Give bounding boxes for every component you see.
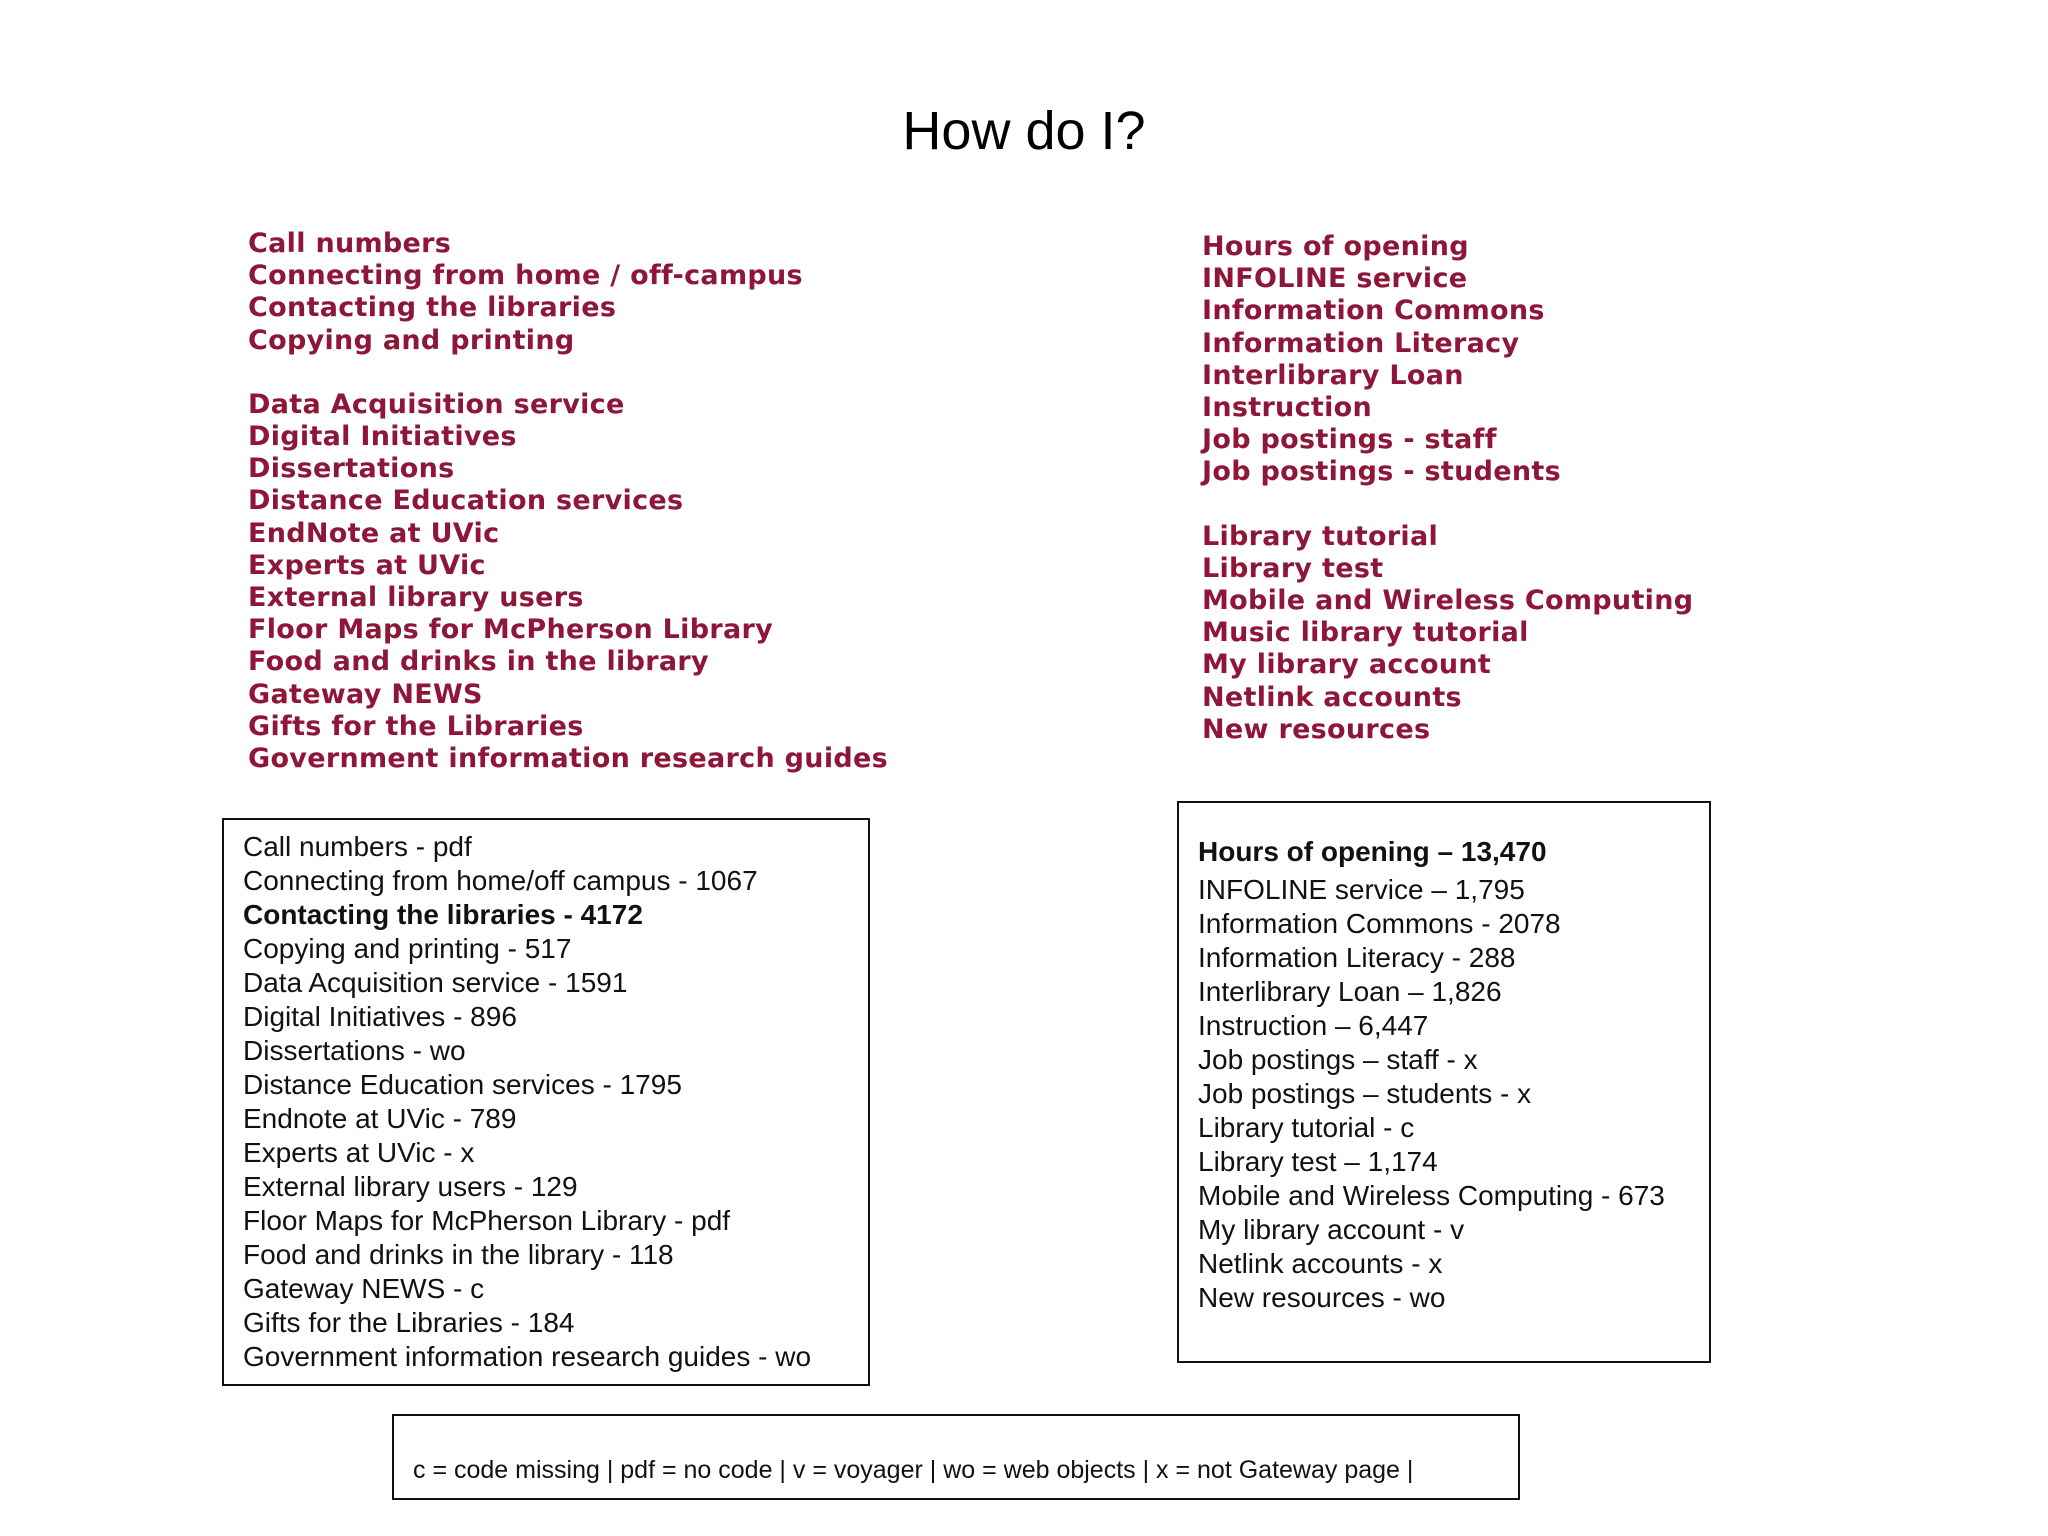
stats-row: Data Acquisition service - 1591 bbox=[243, 967, 628, 998]
link-music-tutorial[interactable]: Music library tutorial bbox=[1202, 617, 1529, 649]
group-spacer bbox=[1202, 489, 1693, 521]
page-title: How do I? bbox=[902, 101, 1146, 161]
stats-row: Job postings – staff - x bbox=[1198, 1044, 1478, 1075]
stats-row: External library users - 129 bbox=[243, 1171, 578, 1202]
stats-row: Endnote at UVic - 789 bbox=[243, 1103, 517, 1134]
link-mobile-wireless[interactable]: Mobile and Wireless Computing bbox=[1202, 585, 1694, 617]
link-data-acquisition[interactable]: Data Acquisition service bbox=[248, 388, 625, 420]
link-library-tutorial[interactable]: Library tutorial bbox=[1202, 520, 1439, 552]
stats-row: Interlibrary Loan – 1,826 bbox=[1198, 976, 1502, 1007]
stats-row: Connecting from home/off campus - 1067 bbox=[243, 865, 758, 896]
stats-row: Gateway NEWS - c bbox=[243, 1273, 485, 1304]
link-interlibrary-loan[interactable]: Interlibrary Loan bbox=[1202, 359, 1464, 391]
link-dissertations[interactable]: Dissertations bbox=[248, 453, 455, 485]
stats-row: Information Literacy - 288 bbox=[1198, 942, 1516, 973]
link-digital-initiatives[interactable]: Digital Initiatives bbox=[248, 421, 517, 453]
links-list-left bbox=[248, 228, 888, 775]
stats-row-highlight: Contacting the libraries - 4172 bbox=[243, 899, 643, 930]
stats-row: Instruction – 6,447 bbox=[1198, 1010, 1429, 1041]
link-information-commons[interactable]: Information Commons bbox=[1202, 295, 1545, 327]
stats-row-highlight: Hours of opening – 13,470 bbox=[1198, 836, 1547, 867]
stats-row: Digital Initiatives - 896 bbox=[243, 1001, 517, 1032]
stats-box-right bbox=[1177, 801, 1711, 1363]
stats-row: Library test – 1,174 bbox=[1198, 1146, 1438, 1177]
link-netlink-accounts[interactable]: Netlink accounts bbox=[1202, 681, 1462, 713]
link-job-postings-students[interactable]: Job postings - students bbox=[1202, 456, 1561, 488]
legend-box bbox=[392, 1414, 1520, 1500]
stats-row: New resources - wo bbox=[1198, 1282, 1446, 1313]
stats-row: Mobile and Wireless Computing - 673 bbox=[1198, 1180, 1665, 1211]
link-endnote[interactable]: EndNote at UVic bbox=[248, 517, 500, 549]
stats-row: Experts at UVic - x bbox=[243, 1137, 475, 1168]
link-distance-education[interactable]: Distance Education services bbox=[248, 485, 684, 517]
link-connecting-from-home[interactable]: Connecting from home / off-campus bbox=[248, 260, 803, 292]
link-government-info[interactable]: Government information research guides bbox=[248, 743, 888, 775]
link-copying-printing[interactable]: Copying and printing bbox=[248, 324, 575, 356]
stats-row: My library account - v bbox=[1198, 1214, 1465, 1245]
link-my-library-account[interactable]: My library account bbox=[1202, 649, 1492, 681]
link-external-users[interactable]: External library users bbox=[248, 582, 584, 614]
group-spacer bbox=[248, 357, 888, 389]
link-infoline[interactable]: INFOLINE service bbox=[1202, 263, 1468, 295]
link-floor-maps[interactable]: Floor Maps for McPherson Library bbox=[248, 614, 773, 646]
legend-text: c = code missing | pdf = no code | v = voyager | wo = web objects | x = not Gateway page | bbox=[413, 1456, 1414, 1484]
link-new-resources[interactable]: New resources bbox=[1202, 713, 1431, 745]
stats-row: Call numbers - pdf bbox=[243, 831, 472, 862]
link-call-numbers[interactable]: Call numbers bbox=[248, 228, 452, 259]
stats-row: INFOLINE service – 1,795 bbox=[1198, 874, 1525, 905]
link-experts[interactable]: Experts at UVic bbox=[248, 549, 486, 581]
link-gateway-news[interactable]: Gateway NEWS bbox=[248, 678, 483, 710]
link-contacting-libraries[interactable]: Contacting the libraries bbox=[248, 292, 617, 324]
link-hours-opening[interactable]: Hours of opening bbox=[1202, 231, 1469, 262]
link-library-test[interactable]: Library test bbox=[1202, 552, 1384, 584]
link-instruction[interactable]: Instruction bbox=[1202, 392, 1373, 424]
links-list-right bbox=[1202, 231, 1693, 746]
link-gifts[interactable]: Gifts for the Libraries bbox=[248, 710, 584, 742]
stats-row: Job postings – students - x bbox=[1198, 1078, 1532, 1109]
stats-row: Floor Maps for McPherson Library - pdf bbox=[243, 1205, 731, 1236]
stats-row: Information Commons - 2078 bbox=[1198, 908, 1561, 939]
stats-box-left bbox=[222, 818, 870, 1386]
link-food-drinks[interactable]: Food and drinks in the library bbox=[248, 646, 709, 678]
stats-row: Distance Education services - 1795 bbox=[243, 1069, 682, 1100]
link-job-postings-staff[interactable]: Job postings - staff bbox=[1202, 424, 1497, 456]
link-information-literacy[interactable]: Information Literacy bbox=[1202, 327, 1520, 359]
stats-row: Government information research guides - wo bbox=[243, 1341, 812, 1372]
stats-row: Food and drinks in the library - 118 bbox=[243, 1239, 674, 1270]
stats-row: Gifts for the Libraries - 184 bbox=[243, 1307, 575, 1338]
stats-row: Netlink accounts - x bbox=[1198, 1248, 1443, 1279]
stats-row: Library tutorial - c bbox=[1198, 1112, 1415, 1143]
stats-row: Dissertations - wo bbox=[243, 1035, 466, 1066]
stats-row: Copying and printing - 517 bbox=[243, 933, 572, 964]
